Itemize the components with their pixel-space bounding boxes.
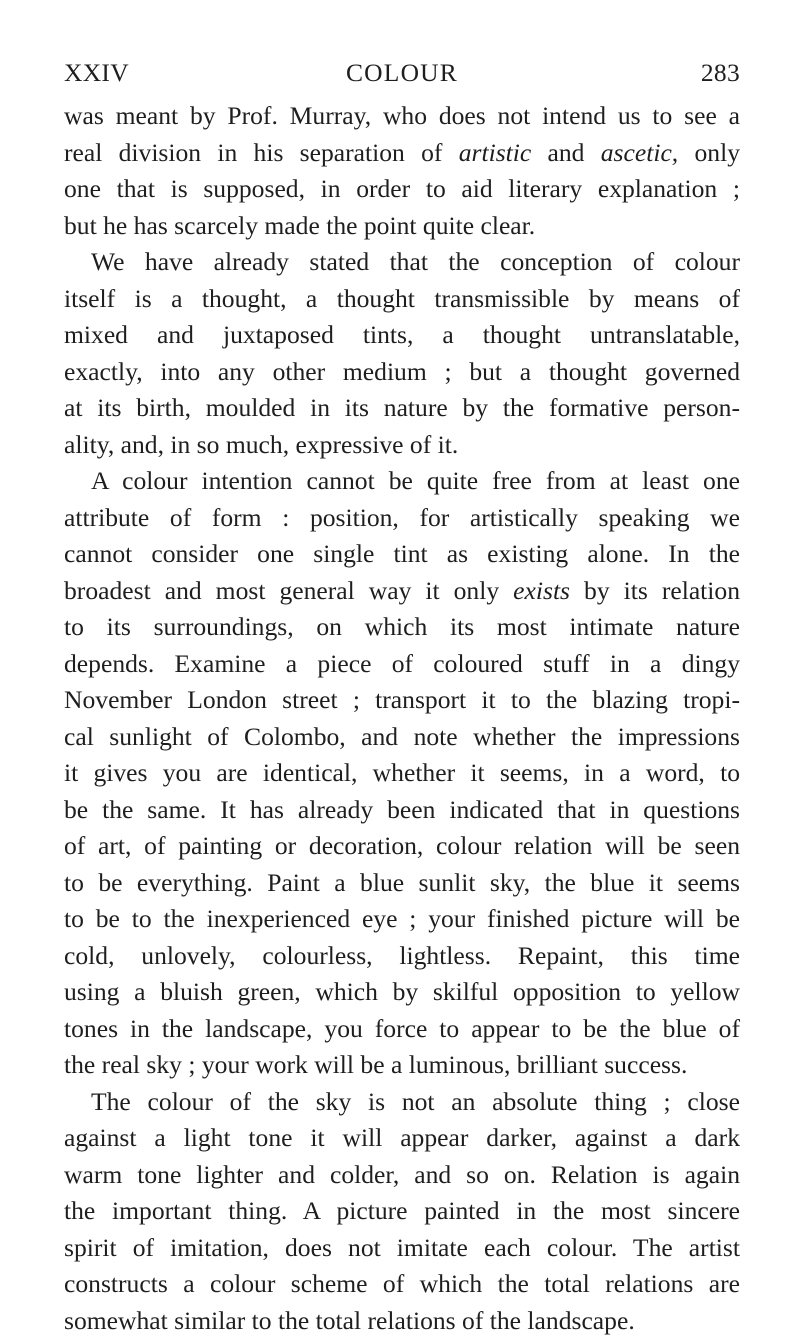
page-number: 283: [700, 58, 740, 87]
text-line: real division in his separation of artistic and ascetic, only: [64, 137, 740, 167]
text-line: A colour intention cannot be quite free from at least one: [91, 466, 740, 495]
text-line: the real sky ; your work will be a luminous, brilliant success.: [64, 1050, 688, 1079]
text-line: mixed and juxtaposed tints, a thought untranslatable,: [64, 320, 740, 349]
text-line: cannot consider one single tint as existing alone. In the: [64, 539, 740, 568]
body-text: [64, 98, 740, 1339]
text-line: at its birth, moulded in its nature by the formative person-: [64, 393, 740, 422]
text-line: one that is supposed, in order to aid literary explanation ;: [64, 174, 740, 203]
text-line: ality, and, in so much, expressive of it.: [64, 429, 459, 459]
text-line: to be everything. Paint a blue sunlit sky, the blue it seems: [64, 867, 740, 897]
text-line: spirit of imitation, does not imitate each colour. The artist: [64, 1232, 740, 1262]
text-line: tones in the landscape, you force to appear to be the blue of: [64, 1013, 740, 1043]
chapter-title: COLOUR: [345, 58, 459, 87]
text-line: depends. Examine a piece of coloured stuff in a dingy: [64, 648, 740, 678]
text-line: using a bluish green, which by skilful opposition to yellow: [64, 977, 740, 1006]
text-line: be the same. It has already been indicated that in questions: [64, 794, 740, 824]
text-line: cold, unlovely, colourless, lightless. Repaint, this time: [64, 940, 740, 970]
text-line: of art, of painting or decoration, colour relation will be seen: [64, 831, 740, 860]
text-line: to be to the inexperienced eye ; your finished picture will be: [64, 904, 740, 933]
running-head: [64, 58, 740, 98]
text-line: was meant by Prof. Murray, who does not intend us to see a: [64, 101, 740, 130]
text-line: cal sunlight of Colombo, and note whether the impressions: [64, 721, 740, 751]
text-line: against a light tone it will appear darker, against a dark: [64, 1123, 740, 1152]
text-line: but he has scarcely made the point quite clear.: [64, 210, 536, 240]
text-line: the important thing. A picture painted in the most sincere: [64, 1196, 740, 1225]
text-line: to its surroundings, on which its most intimate nature: [64, 612, 740, 641]
italic-term: artistic: [458, 137, 532, 167]
italic-term: ascetic,: [600, 137, 679, 167]
text-line: exactly, into any other medium ; but a thought governed: [64, 356, 740, 386]
text-line: attribute of form : position, for artistically speaking we: [64, 502, 740, 532]
text-line: it gives you are identical, whether it seems, in a word, to: [64, 758, 740, 787]
text-line: itself is a thought, a thought transmissible by means of: [64, 283, 740, 313]
text-line: warm tone lighter and colder, and so on. Relation is again: [64, 1159, 740, 1189]
text-line: November London street ; transport it to the blazing tropi-: [64, 685, 740, 714]
text-line: broadest and most general way it only exists by its relation: [64, 575, 740, 605]
text-line: The colour of the sky is not an absolute thing ; close: [91, 1086, 740, 1116]
text-line: constructs a colour scheme of which the total relations are: [64, 1269, 740, 1298]
text-line: somewhat similar to the total relations of the landscape.: [64, 1305, 635, 1335]
italic-term: exists: [513, 575, 571, 605]
text-line: We have already stated that the conception of colour: [91, 247, 740, 276]
chapter-number: XXIV: [64, 58, 129, 87]
